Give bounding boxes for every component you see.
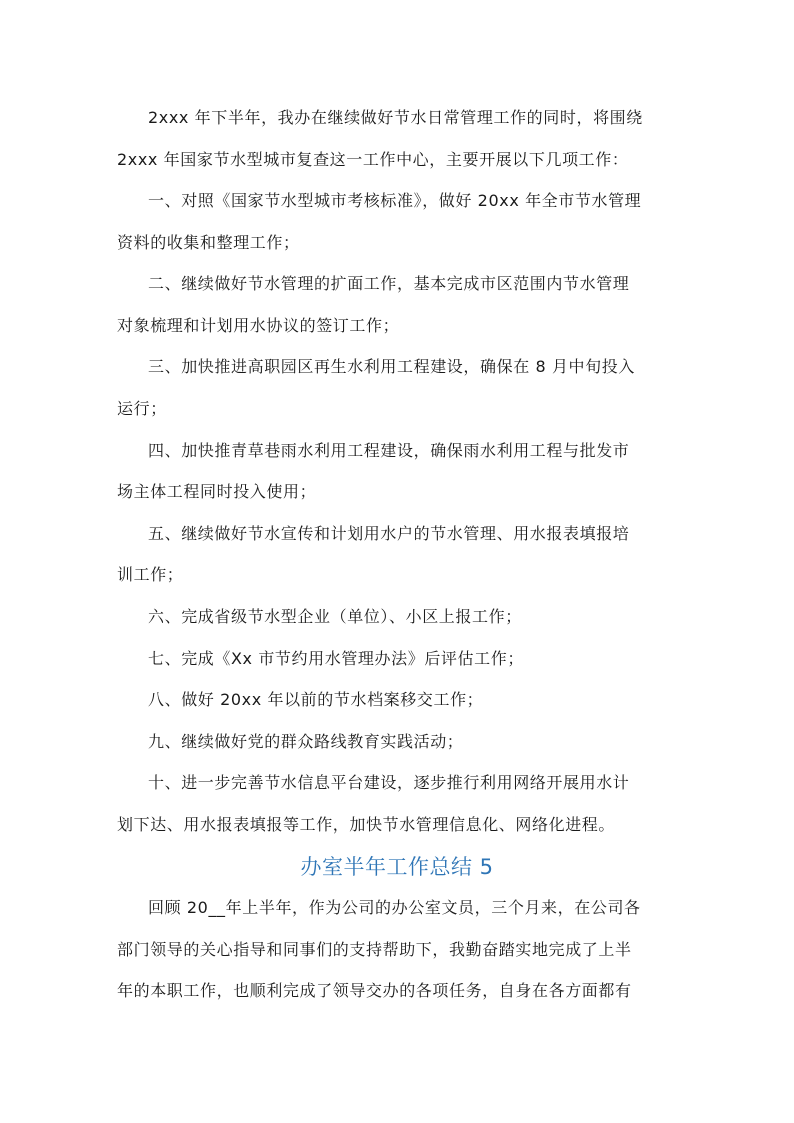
item-3-line-1: 三、加快推进高职园区再生水利用工程建设，确保在 8 月中旬投入 [148, 357, 635, 376]
item-1-line-2: 资料的收集和整理工作； [117, 233, 300, 252]
item-4-line-2: 场主体工程同时投入使用； [117, 482, 317, 501]
paragraph-2-line-2: 部门领导的关心指导和同事们的支持帮助下，我勤奋踏实地完成了上半 [117, 940, 632, 959]
item-3-line-2: 运行； [117, 399, 167, 418]
item-5-line-1: 五、继续做好节水宣传和计划用水户的节水管理、用水报表填报培 [148, 524, 630, 543]
item-1-line-1: 一、对照《国家节水型城市考核标准》，做好 20xx 年全市节水管理 [148, 191, 642, 210]
paragraph-1-line-1: 2xxx 年下半年，我办在继续做好节水日常管理工作的同时，将围绕 [148, 108, 643, 127]
item-9: 九、继续做好党的群众路线教育实践活动； [148, 732, 464, 751]
paragraph-2-line-3: 年的本职工作，也顺利完成了领导交办的各项任务，自身在各方面都有 [117, 981, 632, 1000]
item-8: 八、做好 20xx 年以前的节水档案移交工作； [148, 690, 484, 709]
item-5-line-2: 训工作； [117, 565, 184, 584]
paragraph-1-line-2: 2xxx 年国家节水型城市复查这一工作中心，主要开展以下几项工作： [117, 150, 629, 169]
item-4-line-1: 四、加快推青草巷雨水利用工程建设，确保雨水利用工程与批发市 [148, 441, 630, 460]
item-10-line-2: 划下达、用水报表填报等工作，加快节水管理信息化、网络化进程。 [117, 815, 616, 834]
item-2-line-2: 对象梳理和计划用水协议的签订工作； [117, 316, 400, 335]
item-7: 七、完成《Xx 市节约用水管理办法》后评估工作； [148, 649, 524, 668]
item-6: 六、完成省级节水型企业（单位）、小区上报工作； [148, 607, 522, 626]
item-2-line-1: 二、继续做好节水管理的扩面工作，基本完成市区范围内节水管理 [148, 274, 630, 293]
section-heading: 办室半年工作总结 5 [300, 855, 494, 879]
item-10-line-1: 十、进一步完善节水信息平台建设，逐步推行利用网络开展用水计 [148, 773, 630, 792]
paragraph-2-line-1: 回顾 20__年上半年，作为公司的办公室文员，三个月来，在公司各 [148, 898, 641, 917]
